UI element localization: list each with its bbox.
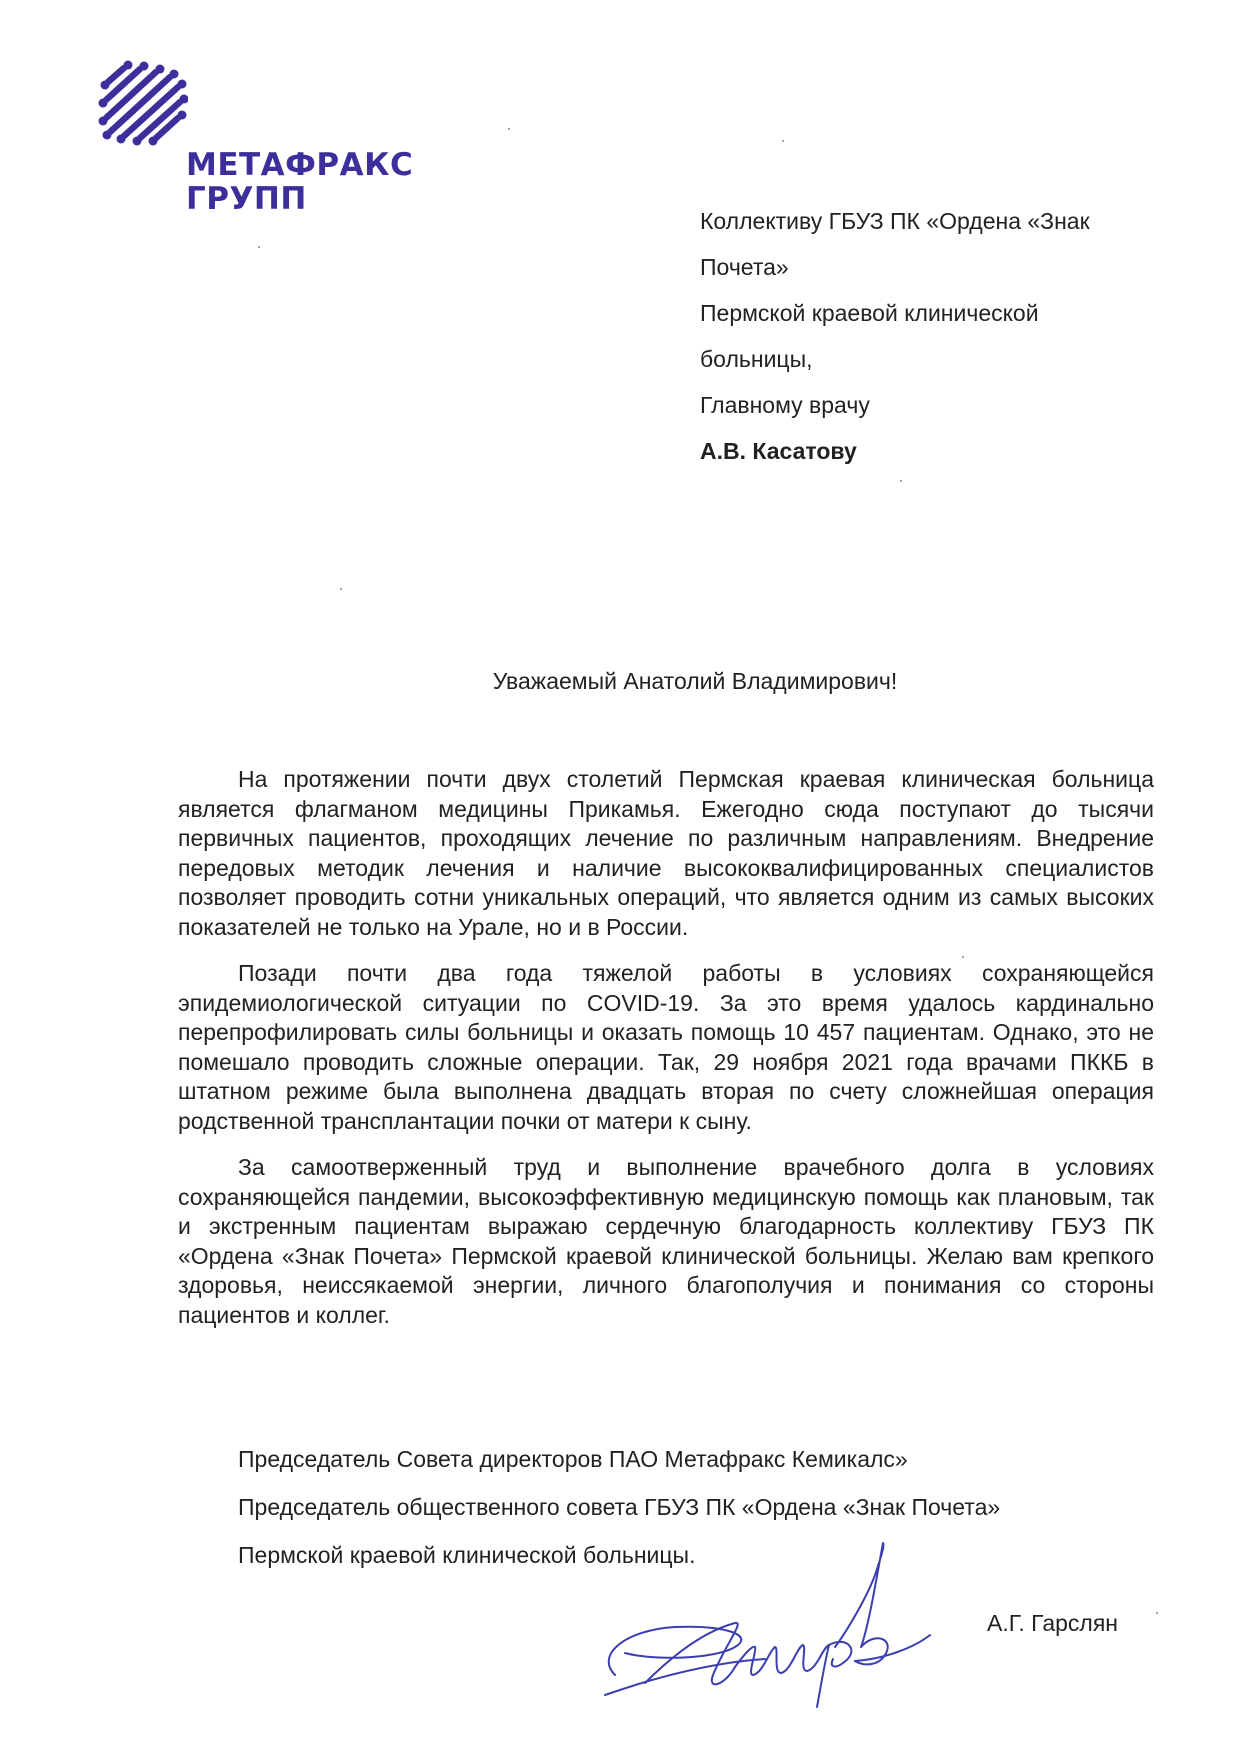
signer-name: А.Г. Гарслян [987, 1610, 1118, 1636]
greeting: Уважаемый Анатолий Владимирович! [492, 668, 898, 694]
body-paragraph: Позади почти два года тяжелой работы в условиях сохраняющейся эпидемиологической ситуации по COVID-19. За это время удалось кардинально перепрофилировать силы больницы и оказать помощь 10 457 пациентам. Однако, это не помешало проводить сложные операции. Так, 29 ноября 2021 года врачами ПККБ в штатном режиме была выполнена двадцать вторая по счету сложнейшая операция родственной трансплантации почки от матери к сыну. [178, 960, 1154, 1134]
signer-title-line: Пермской краевой клинической больницы. [238, 1542, 696, 1568]
scan-speck [1156, 1612, 1158, 1614]
scan-speck [508, 128, 510, 130]
scan-speck [962, 956, 964, 958]
addressee-block [700, 198, 1180, 474]
body-paragraph: На протяжении почти двух столетий Пермская краевая клиническая больница является флагманом медицины Прикамья. Ежегодно сюда поступают до тысячи первичных пациентов, проходящих лечение по различным направлениям. Внедрение передовых методик лечения и наличие высококвалифицированных специалистов позволяет проводить сотни уникальных операций, что является одним из самых высоких показателей не только на Урале, но и в России. [178, 766, 1154, 940]
addressee-line: Почета» [700, 254, 789, 280]
scan-speck [900, 480, 902, 482]
addressee-line: больницы, [700, 346, 813, 372]
scan-speck [782, 140, 784, 142]
signer-title-line: Председатель Совета директоров ПАО Метафракс Кемикалс» [238, 1446, 908, 1472]
addressee-line: Главному врачу [700, 392, 870, 418]
company-logo [98, 60, 418, 217]
logo-name-line2: ГРУПП [186, 181, 307, 217]
addressee-name: А.В. Касатову [700, 438, 857, 464]
body-paragraph: За самоотверженный труд и выполнение врачебного долга в условиях сохраняющейся пандемии, высокоэффективную медицинскую помощь как плановым, так и экстренным пациентам выражаю сердечную благодарность коллективу ГБУЗ ПК «Ордена «Знак Почета» Пермской краевой клинической больницы. Желаю вам крепкого здоровья, неиссякаемой энергии, личного благополучия и понимания со стороны пациентов и коллег. [178, 1154, 1154, 1328]
logo-mark-icon [98, 60, 188, 148]
signer-title-line: Председатель общественного совета ГБУЗ ПК «Ордена «Знак Почета» [238, 1494, 1001, 1520]
addressee-line: Коллективу ГБУЗ ПК «Ордена «Знак [700, 208, 1090, 234]
logo-wordmark [186, 148, 413, 216]
letter-body [178, 765, 1154, 1347]
scan-speck [340, 588, 342, 590]
addressee-line: Пермской краевой клинической [700, 300, 1039, 326]
handwritten-signature [585, 1535, 935, 1710]
logo-name-line1: МЕТАФРАКС [186, 147, 414, 183]
scan-speck [258, 246, 260, 248]
